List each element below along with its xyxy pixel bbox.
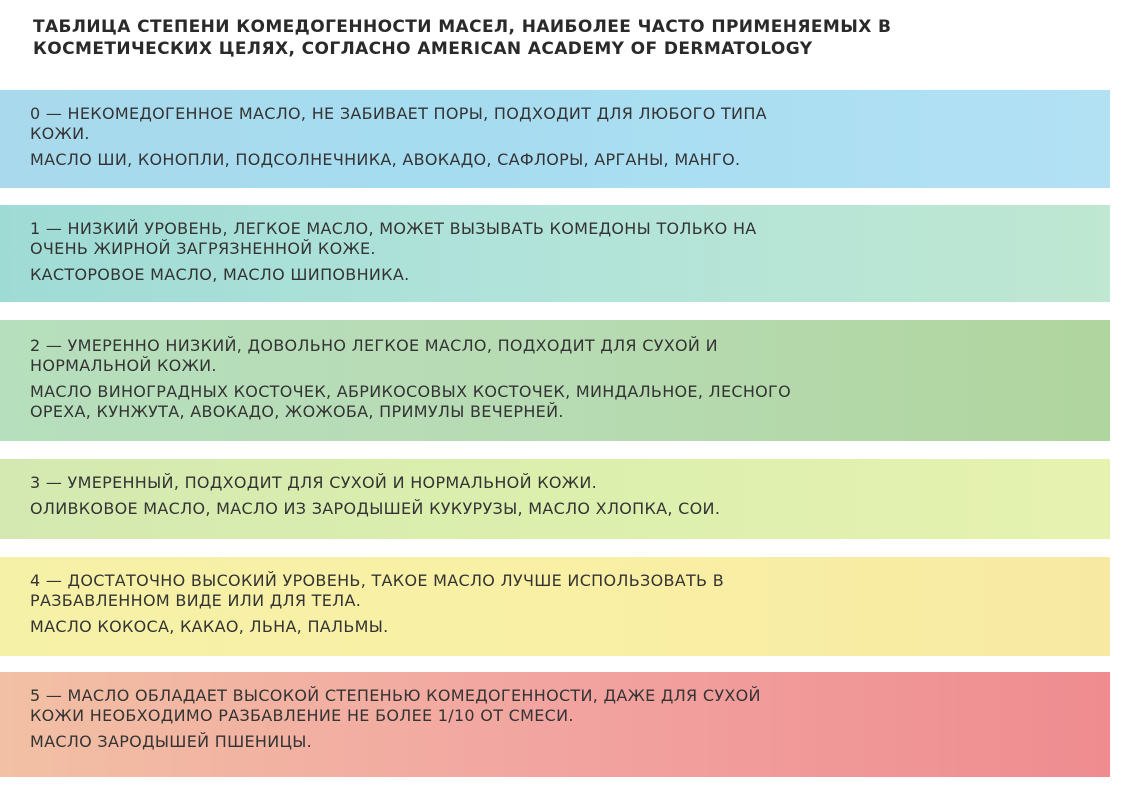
level-2-oils-line-1: МАСЛО ВИНОГРАДНЫХ КОСТОЧЕК, АБРИКОСОВЫХ КОСТОЧЕК, МИНДАЛЬНОЕ, ЛЕСНОГО (30, 382, 792, 401)
level-4-band (0, 557, 1110, 656)
level-0-description-line-2: КОЖИ. (30, 124, 90, 143)
level-1-band (0, 205, 1110, 302)
level-3-description-line-1: 3 — УМЕРЕННЫЙ, ПОДХОДИТ ДЛЯ СУХОЙ И НОРМАЛЬНОЙ КОЖИ. (30, 473, 597, 492)
level-5-oils-line-1: МАСЛО ЗАРОДЫШЕЙ ПШЕНИЦЫ. (30, 732, 313, 751)
level-2-content (30, 320, 1080, 422)
level-4-description-line-2: РАЗБАВЛЕННОМ ВИДЕ ИЛИ ДЛЯ ТЕЛА. (30, 591, 362, 610)
level-0-content (30, 90, 1080, 170)
level-0-description-line-1: 0 — НЕКОМЕДОГЕННОЕ МАСЛО, НЕ ЗАБИВАЕТ ПОРЫ, ПОДХОДИТ ДЛЯ ЛЮБОГО ТИПА (30, 104, 767, 123)
page-title (33, 16, 1093, 60)
title-line-2: КОСМЕТИЧЕСКИХ ЦЕЛЯХ, СОГЛАСНО AMERICAN ACADEMY OF DERMATOLOGY (33, 39, 813, 59)
level-1-oils-line-1: КАСТОРОВОЕ МАСЛО, МАСЛО ШИПОВНИКА. (30, 265, 410, 284)
level-0-band (0, 90, 1110, 188)
level-5-description-line-1: 5 — МАСЛО ОБЛАДАЕТ ВЫСОКОЙ СТЕПЕНЬЮ КОМЕДОГЕННОСТИ, ДАЖЕ ДЛЯ СУХОЙ (30, 686, 761, 705)
level-2-description-line-1: 2 — УМЕРЕННО НИЗКИЙ, ДОВОЛЬНО ЛЕГКОЕ МАСЛО, ПОДХОДИТ ДЛЯ СУХОЙ И (30, 336, 718, 355)
level-0-oils-line-1: МАСЛО ШИ, КОНОПЛИ, ПОДСОЛНЕЧНИКА, АВОКАДО, САФЛОРЫ, АРГАНЫ, МАНГО. (30, 150, 741, 169)
level-4-oils-line-1: МАСЛО КОКОСА, КАКАО, ЛЬНА, ПАЛЬМЫ. (30, 617, 389, 636)
level-2-band (0, 320, 1110, 441)
level-5-content (30, 672, 1080, 752)
level-5-band (0, 672, 1110, 777)
level-1-description-line-1: 1 — НИЗКИЙ УРОВЕНЬ, ЛЕГКОЕ МАСЛО, МОЖЕТ ВЫЗЫВАТЬ КОМЕДОНЫ ТОЛЬКО НА (30, 219, 757, 238)
level-4-content (30, 557, 1080, 637)
level-1-content (30, 205, 1080, 285)
level-1-description-line-2: ОЧЕНЬ ЖИРНОЙ ЗАГРЯЗНЕННОЙ КОЖЕ. (30, 239, 376, 258)
level-4-description-line-1: 4 — ДОСТАТОЧНО ВЫСОКИЙ УРОВЕНЬ, ТАКОЕ МАСЛО ЛУЧШЕ ИСПОЛЬЗОВАТЬ В (30, 571, 724, 590)
level-3-content (30, 459, 1080, 519)
title-line-1: ТАБЛИЦА СТЕПЕНИ КОМЕДОГЕННОСТИ МАСЕЛ, НАИБОЛЕЕ ЧАСТО ПРИМЕНЯЕМЫХ В (33, 17, 892, 37)
level-5-description-line-2: КОЖИ НЕОБХОДИМО РАЗБАВЛЕНИЕ НЕ БОЛЕЕ 1/10 ОТ СМЕСИ. (30, 706, 574, 725)
level-2-description-line-2: НОРМАЛЬНОЙ КОЖИ. (30, 356, 217, 375)
level-3-oils-line-1: ОЛИВКОВОЕ МАСЛО, МАСЛО ИЗ ЗАРОДЫШЕЙ КУКУРУЗЫ, МАСЛО ХЛОПКА, СОИ. (30, 499, 721, 518)
level-3-band (0, 459, 1110, 539)
level-2-oils-line-2: ОРЕХА, КУНЖУТА, АВОКАДО, ЖОЖОБА, ПРИМУЛЫ ВЕЧЕРНЕЙ. (30, 402, 564, 421)
